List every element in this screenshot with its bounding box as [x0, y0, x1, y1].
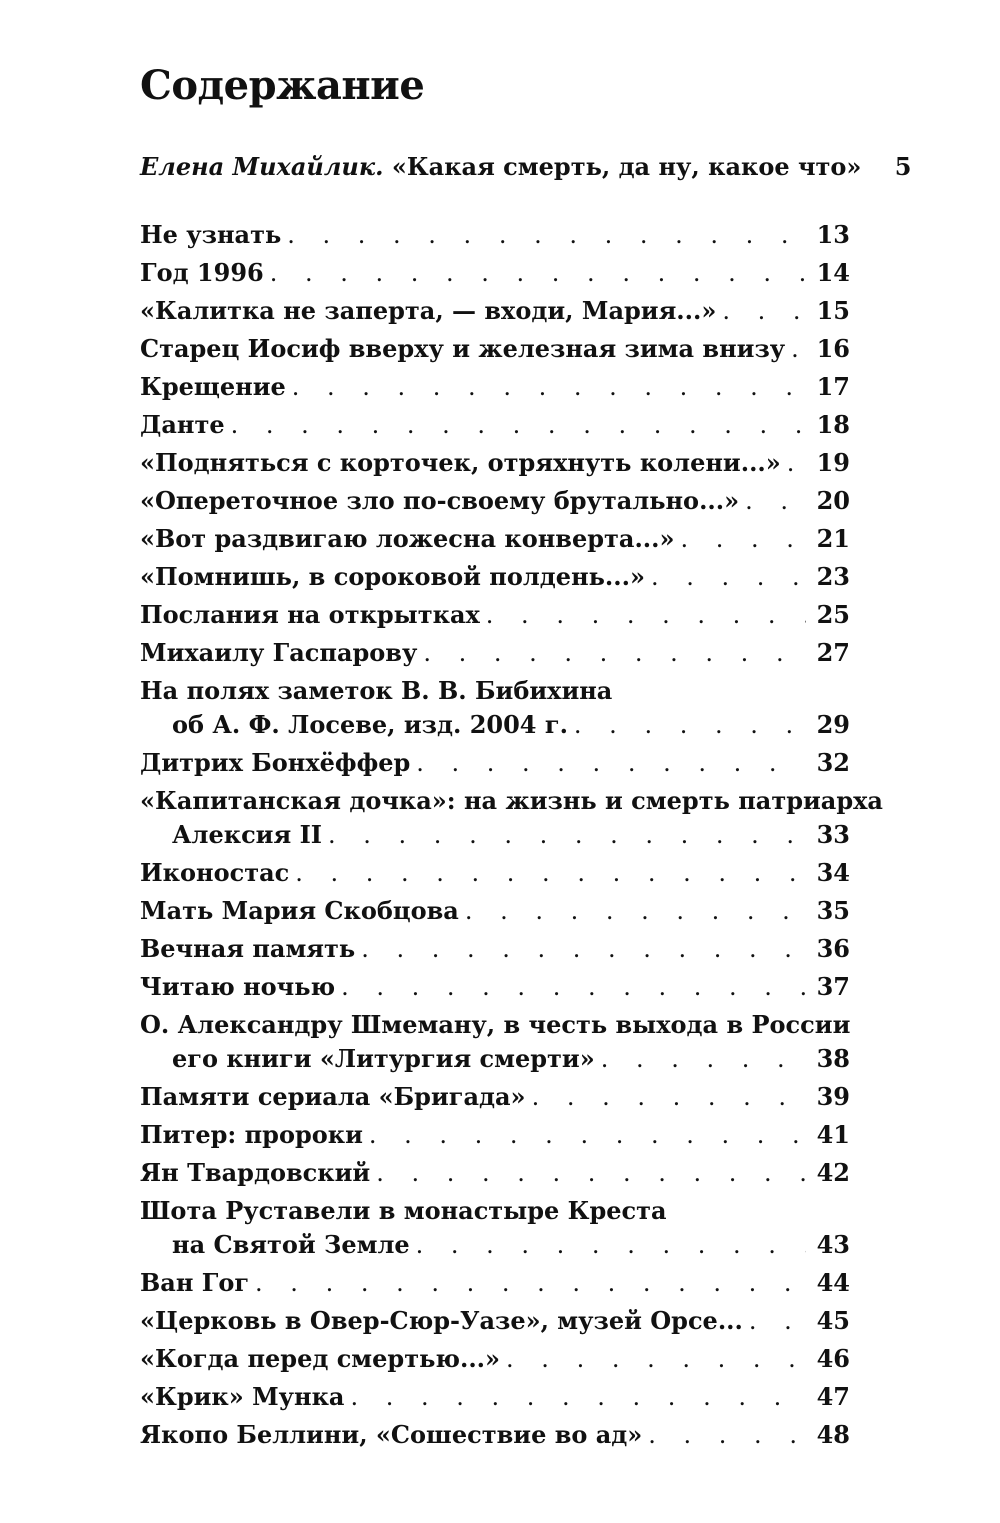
toc-page-number: 20: [816, 486, 850, 515]
toc-page-number: 39: [816, 1082, 850, 1111]
toc-entry-label: Дитрих Бонхёффер: [140, 748, 411, 777]
toc-entry[interactable]: [140, 218, 850, 252]
toc-entry-label: «Помнишь, в сороковой полдень...»: [140, 562, 645, 591]
toc-entry[interactable]: [140, 1080, 850, 1114]
toc-entry[interactable]: [140, 1266, 850, 1300]
toc-entry[interactable]: [140, 970, 850, 1004]
toc-entry[interactable]: [140, 522, 850, 556]
leader-dots: [722, 294, 806, 328]
leader-dots: [423, 636, 806, 670]
toc-entry-label: Год 1996: [140, 258, 264, 287]
leader-dots: [651, 560, 806, 594]
toc-entry[interactable]: [140, 560, 850, 594]
leader-dots: [791, 332, 806, 366]
toc-page-number: 27: [816, 638, 850, 667]
leader-dots: [486, 598, 806, 632]
leader-dots: [648, 1418, 806, 1452]
leader-dots: [376, 1156, 806, 1190]
leader-dots: [270, 256, 806, 290]
toc-entry-label: Ян Твардовский: [140, 1158, 371, 1187]
leader-dots: [295, 856, 806, 890]
toc-entry-label: Данте: [140, 410, 225, 439]
toc-entry[interactable]: [140, 746, 850, 780]
leader-dots: [681, 522, 806, 556]
leader-dots: [361, 932, 806, 966]
toc-entry[interactable]: [140, 856, 850, 890]
toc-entry-label: Якопо Беллини, «Сошествие во ад»: [140, 1420, 643, 1449]
leader-dots: [369, 1118, 806, 1152]
toc-entry[interactable]: [140, 894, 850, 928]
leader-dots: [574, 708, 806, 742]
toc-entry-preface[interactable]: [140, 150, 912, 184]
toc-page-number: 16: [816, 334, 850, 363]
leader-dots: [787, 446, 806, 480]
toc-entry-label: Мать Мария Скобцова: [140, 896, 459, 925]
toc-entry-label: Ван Гог: [140, 1268, 250, 1297]
toc-page-number: 45: [816, 1306, 850, 1335]
leader-dots: [506, 1342, 806, 1376]
toc-page-number: 41: [816, 1120, 850, 1149]
toc-entry-label: [140, 150, 861, 184]
table-of-contents: [140, 150, 912, 1456]
toc-entry-label: «Вот раздвигаю ложесна конверта...»: [140, 524, 675, 553]
toc-entry-label: «Церковь в Овер-Сюр-Уазе», музей Орсе...: [140, 1306, 743, 1335]
toc-entry[interactable]: [140, 598, 850, 632]
toc-page-number: 5: [894, 152, 912, 181]
toc-page-number: 43: [816, 1230, 850, 1259]
toc-entry-continuation: [140, 708, 850, 742]
toc-page-number: 48: [816, 1420, 850, 1449]
toc-page-number: 25: [816, 600, 850, 629]
leader-dots: [532, 1080, 806, 1114]
leader-dots: [255, 1266, 806, 1300]
toc-entry-label-cont: на Святой Земле: [172, 1230, 410, 1259]
leader-dots: [416, 746, 806, 780]
toc-entry-label: Читаю ночью: [140, 972, 336, 1001]
toc-entry-continuation: [140, 1042, 850, 1076]
toc-page-number: 21: [816, 524, 850, 553]
leader-dots: [601, 1042, 806, 1076]
toc-page-number: 37: [816, 972, 850, 1001]
toc-entry[interactable]: [140, 1304, 850, 1338]
toc-entry[interactable]: [140, 1118, 850, 1152]
toc-page-number: 35: [816, 896, 850, 925]
toc-page-number: 17: [816, 372, 850, 401]
toc-page-number: 18: [816, 410, 850, 439]
leader-dots: [749, 1304, 806, 1338]
toc-entry-label: Михаилу Гаспарову: [140, 638, 418, 667]
toc-entry-label: «Капитанская дочка»: на жизнь и смерть патриарха: [140, 786, 883, 815]
toc-entry-label: Старец Иосиф вверху и железная зима внизу: [140, 334, 786, 363]
toc-entry-label: О. Александру Шмеману, в честь выхода в России: [140, 1010, 851, 1039]
toc-entry[interactable]: [140, 932, 850, 966]
toc-entry-label: Вечная память: [140, 934, 356, 963]
toc-page-number: 23: [816, 562, 850, 591]
toc-page-number: 15: [816, 296, 850, 325]
toc-entry-label: Памяти сериала «Бригада»: [140, 1082, 526, 1111]
toc-entry[interactable]: [140, 446, 850, 480]
leader-dots: [341, 970, 806, 1004]
toc-page-number: 19: [816, 448, 850, 477]
leader-dots: [465, 894, 806, 928]
toc-page-number: 42: [816, 1158, 850, 1187]
leader-dots: [287, 218, 806, 252]
toc-entry-label-cont: об А. Ф. Лосеве, изд. 2004 г.: [172, 710, 568, 739]
toc-page-number: 47: [816, 1382, 850, 1411]
toc-page-number: 13: [816, 220, 850, 249]
toc-entry[interactable]: [140, 1156, 850, 1190]
toc-entry-label: Питер: пророки: [140, 1120, 363, 1149]
toc-entry[interactable]: [140, 784, 883, 852]
preface-author: Елена Михайлик.: [140, 152, 384, 181]
toc-entries-list: [140, 218, 883, 1452]
toc-entry-continuation: [140, 1228, 850, 1262]
toc-entry-label: Послания на открытках: [140, 600, 480, 629]
toc-entry-label: «Крик» Мунка: [140, 1382, 345, 1411]
toc-page-number: 44: [816, 1268, 850, 1297]
leader-dots: [350, 1380, 806, 1414]
leader-dots: [328, 818, 806, 852]
page-title: Содержание: [140, 62, 425, 109]
toc-page-number: 46: [816, 1344, 850, 1373]
leader-dots: [292, 370, 806, 404]
toc-entry-label: «Калитка не заперта, — входи, Мария...»: [140, 296, 717, 325]
leader-dots: [745, 484, 806, 518]
toc-page-number: 38: [816, 1044, 850, 1073]
toc-entry-label-cont: Алексия II: [172, 820, 323, 849]
toc-entry[interactable]: [140, 636, 850, 670]
toc-page-number: 36: [816, 934, 850, 963]
toc-entry-label: Шота Руставели в монастыре Креста: [140, 1196, 667, 1225]
toc-entry-label: На полях заметок В. В. Бибихина: [140, 676, 613, 705]
toc-entry[interactable]: [140, 1194, 850, 1262]
toc-page-number: 33: [816, 820, 850, 849]
leader-dots: [416, 1228, 806, 1262]
toc-entry[interactable]: [140, 1342, 850, 1376]
toc-entry-label: «Подняться с корточек, отряхнуть колени...»: [140, 448, 781, 477]
toc-entry[interactable]: [140, 256, 850, 290]
toc-entry-label: «Опереточное зло по-своему брутально...»: [140, 486, 740, 515]
toc-entry[interactable]: [140, 332, 850, 366]
toc-page-number: 34: [816, 858, 850, 887]
toc-page-number: 14: [816, 258, 850, 287]
toc-entry[interactable]: [140, 370, 850, 404]
toc-entry[interactable]: [140, 408, 850, 442]
toc-entry-continuation: [140, 818, 850, 852]
toc-entry[interactable]: [140, 1008, 850, 1076]
toc-entry-label: Не узнать: [140, 220, 282, 249]
toc-page-number: 29: [816, 710, 850, 739]
toc-entry-label: Крещение: [140, 372, 286, 401]
toc-entry[interactable]: [140, 1418, 850, 1452]
toc-entry-label-cont: его книги «Литургия смерти»: [172, 1044, 595, 1073]
leader-dots: [231, 408, 806, 442]
toc-page-number: 32: [816, 748, 850, 777]
toc-entry-label: Иконостас: [140, 858, 290, 887]
preface-title: «Какая смерть, да ну, какое что»: [391, 152, 862, 181]
toc-entry[interactable]: [140, 484, 850, 518]
toc-entry[interactable]: [140, 294, 850, 328]
toc-entry-label: «Когда перед смертью...»: [140, 1344, 501, 1373]
toc-entry[interactable]: [140, 1380, 850, 1414]
toc-entry[interactable]: [140, 674, 850, 742]
